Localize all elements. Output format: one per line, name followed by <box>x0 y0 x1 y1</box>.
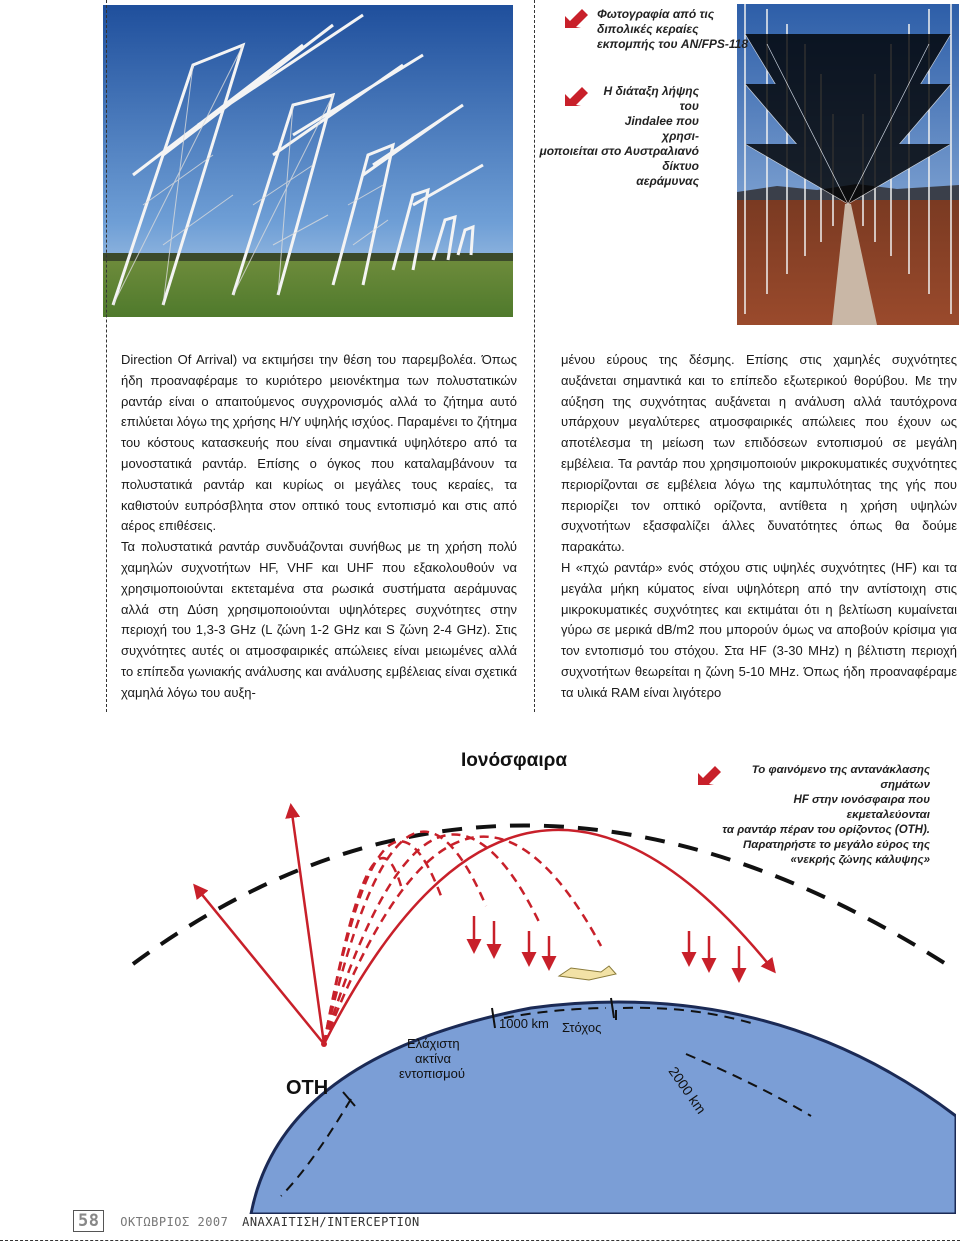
paragraph: μένου εύρους της δέσμης. Επίσης στις χαμηλές συχνότητες αυξάνεται σημαντικά και το επίπεδο εξωτερικού θορύβου. Με την αύξηση της συχνότητας αυξάνεται η ανάλυση αλλά ταυτόχρονα υπάρχουν μεγαλύτερες ατμοσφαιρικές απώλειες που έχουν ως αποτέλεσμα τη μείωση των επιδόσεων εντοπισμού σε μεγάλη εμβέλεια. Τα ραντάρ που χρησιμοποιούν μικροκυματικές συχνότητες περιορίζονται σε εμβέλεια λόγω της καμπυλότητας της γής που περιορίζει τον οπτικό ορίζοντα, αντίθετα η χρήση υψηλών συχνοτήτων εξασφαλίζει άλλες δυνατότητες όπως θα δούμε παρακάτω. <box>561 352 957 555</box>
target-label: Στόχος <box>562 1020 602 1035</box>
ionosphere-label: Ιονόσφαιρα <box>461 750 568 771</box>
article-column-right <box>561 350 957 704</box>
dashed-divider-left <box>106 0 107 712</box>
range-1000-label: 1000 km <box>499 1016 549 1031</box>
photo-an-fps-118-antennas <box>103 5 513 317</box>
page-footer <box>73 1210 420 1232</box>
paragraph: Direction Of Arrival) να εκτιμήσει την θέση του παρεμβολέα. Όπως ήδη προαναφέραμε το κυριότερο μειονέκτημα των πολυστατικών ραντάρ είναι ο απαιτούμενος συγχρονισμός αλλά το ζήτημα αυτό επιλύεται λόγω της χρήσης Η/Υ υψηλής ισχύος. Παραμένει το ζήτημα του κόστους κατασκευής που είναι σημαντικά υψηλότερο από τα μονοστατικά ραντάρ. Επίσης ο όγκος που καταλαμβάνουν τα πολυστατικά ραντάρ και κυρίως οι μεγάλες τους κεραίες, τα καθιστούν ευπρόσβλητα στον οπτικό τους εντοπισμό και στις από αέρος επιθέσεις. <box>121 352 517 534</box>
caption-photo-jindalee: Η διάταξη λήψης του Jindalee που χρησι- μοποιείται στο Αυστραλιανό δίκτυο αεράμυνας <box>539 84 699 188</box>
page-number: 58 <box>73 1210 104 1232</box>
issue-date: ΟΚΤΩΒΡΙΟΣ 2007 <box>120 1215 229 1229</box>
min-range-label-1: Ελάχιστη <box>407 1036 460 1051</box>
dashed-divider-center <box>534 0 535 712</box>
oth-label: OTH <box>286 1077 329 1099</box>
caption-photo-antennas: Φωτογραφία από τις διπολικές κεραίες εκπομπής του AN/FPS-118 <box>597 7 749 51</box>
min-range-label-2: ακτίνα <box>415 1051 452 1066</box>
range-2000-label: 2000 km <box>665 1063 710 1117</box>
photo-jindalee-array <box>737 4 959 325</box>
article-column-left <box>121 350 517 704</box>
dashed-divider-bottom <box>0 1240 960 1241</box>
min-range-label-3: εντοπισμού <box>399 1066 466 1081</box>
paragraph: Τα πολυστατικά ραντάρ συνδυάζονται συνήθως με τη χρήση πολύ χαμηλών συχνοτήτων HF, VHF και UHF που εξακολουθούν να χρησιμοποιούνται εκτεταμένα στα ρωσικά συστήματα αεράμυνας αλλά στη Δύση χρησιμοποιούνται υψηλότερες συχνότητες στην περιοχή του 1,3-3 GHz (L ζώνη 1-2 GHz και S ζώνη 2-4 GHz). Στις συχνότητες αυτές οι ατμοσφαιρικές απώλειες είναι μειωμένες αλλά το επίπεδα γωνιακής ανάλυσης και ανάλυσης εμβέλειας είναι σχετικά χαμηλά λόγω του αυξη- <box>121 539 517 700</box>
paragraph: Η «πχώ ραντάρ» ενός στόχου στις υψηλές συχνότητες (HF) και τα μεγάλα μήκη κύματος είναι υψηλότερη από την αντίστοιχη στις μικροκυματικές συχνότητες και εκτιμάται ότι η βελτίωση κυμαίνεται γύρω σε μερικά dB/m2 που μπορούν όμως να αποβούν κρίσιμα για τον εντοπισμό του στόχου. Στα HF (3-30 MHz) η βέλτιστη περιοχή συχνοτήτων θεωρείται η ζώνη 5-10 MHz. Όπως ήδη προαναφέραμε τα υλικά RAM είναι λιγότερο <box>561 559 957 700</box>
arrow-pointer-icon <box>563 86 589 108</box>
magazine-name: ΑΝΑΧΑΙΤΙΣΗ/INTERCEPTION <box>242 1215 420 1229</box>
caption-diagram: Το φαινόμενο της αντανάκλασης σημάτων HF στην ιονόσφαιρα που εκμεταλεύονται τα ραντάρ πέραν του ορίζοντος (OTH). Παρατηρήστε το μεγάλο εύρος της «νεκρής ζώνης κάλυψης» <box>722 764 930 866</box>
arrow-pointer-icon <box>563 8 589 30</box>
